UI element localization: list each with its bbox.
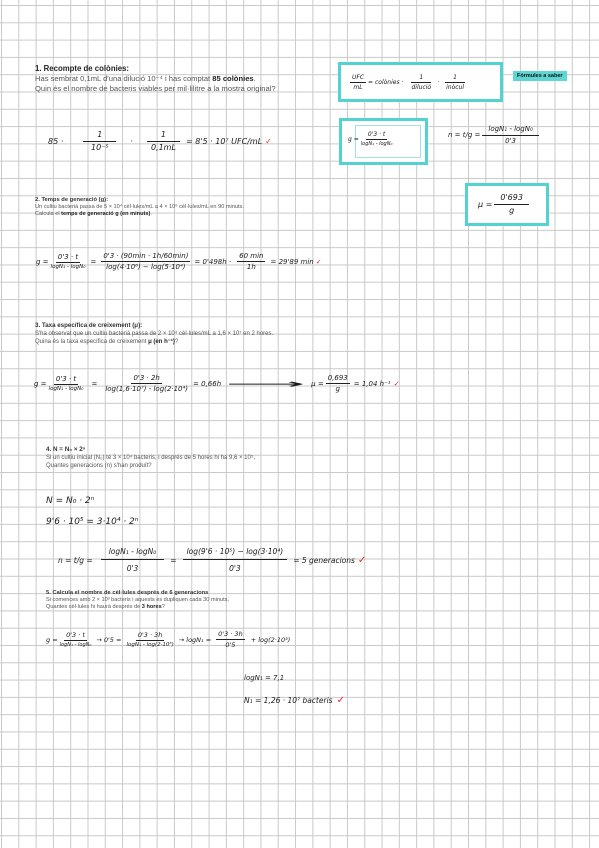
problem-3-calculation: g = $\frac{0'3 \cdot t}{\text{logN₁ - logN₀}}$ = $\frac{0'3 \cdot 2h}{\text{log(1,6·10⁷) - log(2·10⁴)}}$ = 0,66h ⟶ μ = $\frac{0,693}{g}$ = 1,04 h⁻¹ ✓ bbox=[34, 374, 399, 393]
formula-box-mu: μ = $\frac{0'693}{g}$ bbox=[465, 183, 549, 226]
problem-1-statement bbox=[35, 64, 335, 94]
fraction: $\frac{0'693}{g}$ bbox=[494, 193, 529, 215]
problem-5-calculation: g = $\frac{0'3 \cdot t}{\text{logN₁ - logN₀}}$ → 0'5 = $\frac{0'3 \cdot 3h}{\text{logN₁ - log(2·10³)}}$ → logN₁ = $\frac{0'3 \cdot 3h}{0'5}$ + log(2·10³) bbox=[46, 630, 291, 649]
fraction: $\frac{\text{log(9'6 · 10⁵) − log(3·10⁴)}}{0'3}$ bbox=[183, 547, 288, 573]
formula-box-ufc: $\frac{\text{UFC}}{mL}$ = colònies · $\frac{1}{\text{dilució}}$ · $\frac{1}{\text{inòcul}}$ bbox=[338, 62, 503, 102]
arrow-icon: ⟶ bbox=[226, 376, 306, 391]
fraction: $\frac{1}{\text{10⁻⁵}}$ bbox=[83, 130, 116, 152]
check-mark-icon: ✓ bbox=[357, 554, 367, 566]
problem-2-line-2: Calcula el temps de generació g (en minuts). bbox=[35, 211, 152, 217]
fraction: $\frac{\text{logN₁ - logN₀}}{0'3}$ bbox=[101, 547, 165, 573]
problem-5-statement bbox=[46, 590, 366, 611]
problem-5-line-b: logN₁ = 7,1 bbox=[244, 674, 285, 682]
fraction: $\frac{60 \min}{1h}$ bbox=[239, 252, 264, 271]
problem-3-line-1: S'ha observat que un cultiu bacterià passa de 2 × 10⁴ cèl·lules/mL a 1,6 × 10⁷ en 2 hores. bbox=[35, 331, 274, 337]
problem-2-title: 2. Temps de generació (g): bbox=[35, 197, 109, 203]
problem-4-calculation: n = t/g = $\frac{\text{logN₁ - logN₀}}{0'3}$ = $\frac{\text{log(9'6 · 10⁵) − log(3·10⁴)}}{0'3}$ = 5 generacions ✓ bbox=[58, 547, 367, 573]
problem-4-line-b: 9'6 · 10⁵ = 3·10⁴ · 2ⁿ bbox=[46, 517, 139, 527]
problem-1-line-1: Has sembrat 0,1mL d'una dilució 10⁻⁴ i has comptat 85 colònies. bbox=[35, 74, 256, 83]
fraction: $\frac{0'3 \cdot t}{\text{logN₁ - logN₀}}$ bbox=[48, 375, 84, 392]
fraction: $\frac{0'3 \cdot (90\min \cdot 1h/60\min)}{\text{log(4·10⁶) − log(5·10⁴)}}$ bbox=[103, 252, 189, 271]
problem-3-title: 3. Taxa específica de creixement (μ): bbox=[35, 322, 143, 329]
problem-5-line-2: Quantes cèl·lules hi haurà després de 3 hores? bbox=[46, 604, 165, 610]
problem-3-line-2: Quina és la taxa específica de creixement μ (en h⁻¹)? bbox=[35, 339, 179, 345]
fraction: $\frac{0'3 \cdot 3h}{\text{logN₁ - log(2·10³)}}$ bbox=[126, 631, 174, 648]
problem-3-statement bbox=[35, 322, 365, 346]
problem-2-calculation: g = $\frac{0'3 \cdot t}{\text{logN₁ - logN₀}}$ = $\frac{0'3 \cdot (90\min \cdot 1h/60\min)}{\text{log(4·10⁶) − log(5·10⁴)}}$ = 0'498h · $\frac{60 \min}{1h}$ = 29'89 min ✓ bbox=[36, 252, 322, 271]
fraction: $\frac{1}{\text{dilució}}$ bbox=[411, 74, 432, 91]
check-mark-icon: ✓ bbox=[315, 257, 322, 266]
problem-2-statement bbox=[35, 197, 365, 218]
problem-2-line-1: Un cultiu bacterià passa de 5 × 10⁴ cèl·lules/mL a 4 × 10⁶ cèl·lules/mL en 90 minuts. bbox=[35, 204, 244, 210]
problem-4-statement bbox=[46, 446, 366, 470]
fraction: $\frac{\text{UFC}}{mL}$ bbox=[352, 74, 365, 91]
fraction: $\frac{0'3 \cdot 2h}{\text{log(1,6·10⁷) - log(2·10⁴)}}$ bbox=[105, 374, 189, 393]
fraction: $\frac{0'3 \cdot t}{\text{logN₁ - logN₀}}$ bbox=[360, 131, 393, 147]
problem-5-result: N₁ = 1,26 · 10⁷ bacteris ✓ bbox=[244, 695, 345, 706]
problem-5-title: 5. Calcula el nombre de cèl·lules després de 6 generacions bbox=[46, 590, 209, 596]
problem-4-line-2: Quantes generacions (n) s'han produït? bbox=[46, 463, 152, 469]
fraction: $\frac{0'3 \cdot t}{\text{logN₁ - logN₀}}$ bbox=[50, 253, 86, 270]
fraction: $\frac{0,693}{g}$ bbox=[327, 374, 348, 393]
problem-1-line-2: Quin és el nombre de bacteris viables per mil·lilitre a la mostra original? bbox=[35, 84, 276, 93]
formulas-tag: Fórmules a saber bbox=[513, 71, 567, 81]
formula-box-g: g = $\frac{0'3 \cdot t}{\text{logN₁ - logN₀}}$ bbox=[339, 118, 428, 165]
fraction: $\frac{0'3 \cdot 3h}{0'5}$ bbox=[218, 630, 243, 649]
problem-4-line-a: N = N₀ · 2ⁿ bbox=[46, 496, 95, 506]
problem-1-title: 1. Recompte de colònies: bbox=[35, 64, 130, 73]
problem-4-line-1: Si un cultiu inicial (N₀) té 3 × 10⁴ bacteris, i després de 5 hores hi ha 9,6 × 10⁵, bbox=[46, 455, 256, 461]
fraction: $\frac{0'3 \cdot t}{\text{logN₁ - logN₀}}$ bbox=[59, 631, 92, 648]
problem-4-title: 4. N = N₀ × 2ⁿ bbox=[46, 446, 86, 453]
check-mark-icon: ✓ bbox=[393, 379, 400, 388]
check-mark-icon: ✓ bbox=[336, 695, 345, 706]
problem-5-line-1: Si comences amb 2 × 10³ bacteris i aquests es dupliquen cada 30 minuts, bbox=[46, 597, 229, 603]
fraction: $\frac{1}{\text{inòcul}}$ bbox=[446, 74, 465, 91]
check-mark-icon: ✓ bbox=[265, 136, 272, 146]
formula-n: n = t/g = $\frac{\text{logN₁ - logN₀}}{0'3}$ bbox=[448, 125, 541, 145]
fraction: $\frac{\text{logN₁ - logN₀}}{0'3}$ bbox=[482, 125, 538, 145]
fraction: $\frac{1}{0,1mL}$ bbox=[147, 130, 180, 152]
problem-1-calculation: 85 · $\frac{1}{\text{10⁻⁵}}$ · $\frac{1}{0,1mL}$ = 8'5 · 10⁷ UFC/mL ✓ bbox=[48, 130, 272, 152]
